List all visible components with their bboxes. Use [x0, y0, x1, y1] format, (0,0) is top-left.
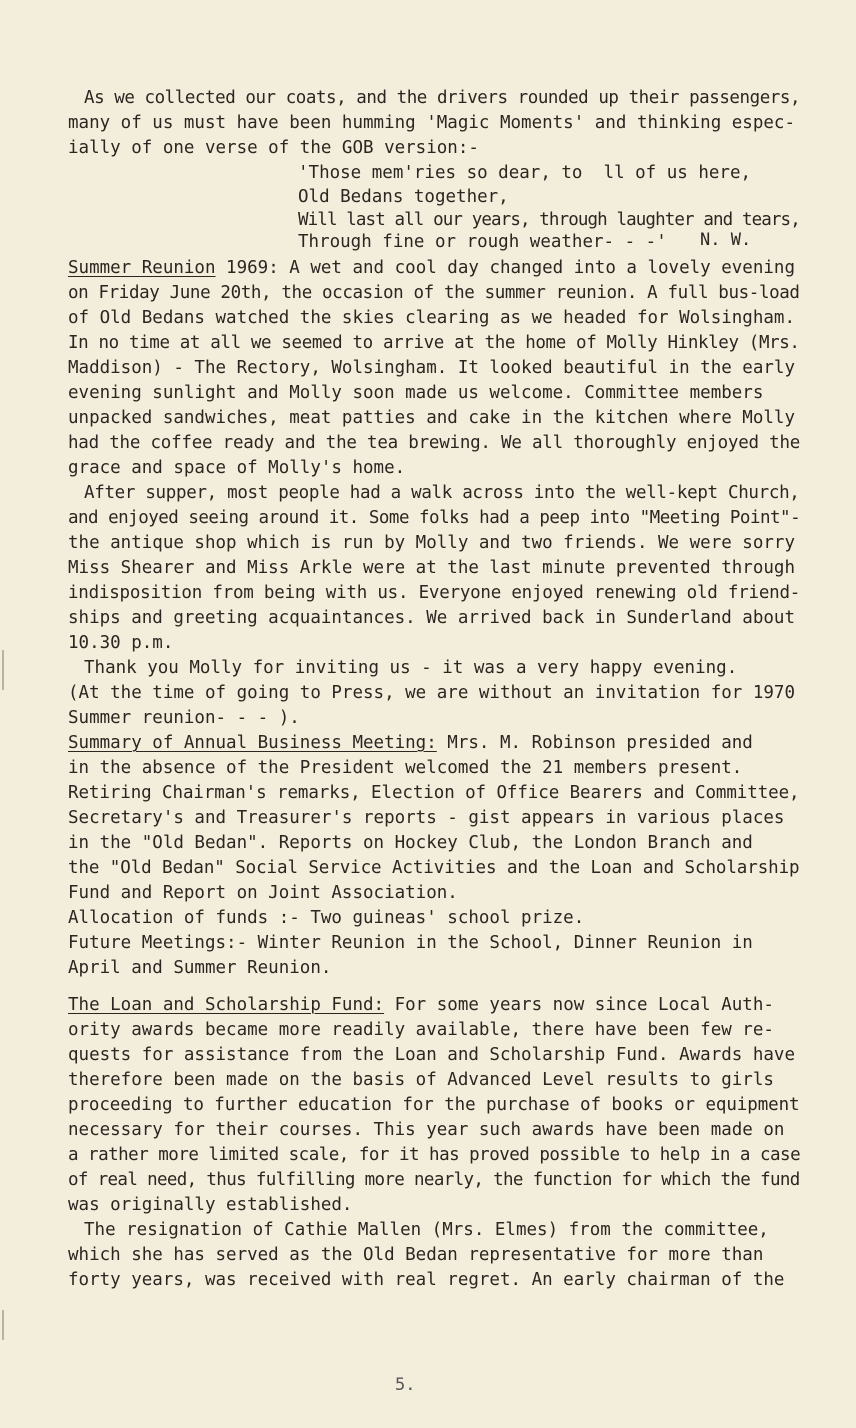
section-heading-line — [68, 731, 753, 755]
text-line: Maddison) - The Rectory, Wolsingham. It looked beautiful in the early — [68, 358, 795, 378]
verse-signature: N. W. — [700, 230, 752, 250]
text-line: ships and greeting acquaintances. We arrived back in Sunderland about — [68, 608, 795, 628]
text-line: of real need, thus fulfilling more nearly, the function for which the fund — [68, 1170, 800, 1190]
text-line: grace and space of Molly's home. — [68, 458, 406, 478]
text-line: (At the time of going to Press, we are without an invitation for 1970 — [68, 683, 795, 703]
text-line: Future Meetings:- Winter Reunion in the School, Dinner Reunion in — [68, 933, 753, 953]
text-line: a rather more limited scale, for it has proved possible to help in a case — [68, 1145, 801, 1165]
verse-line: 'Those mem'ries so dear, to ll of us here, — [298, 163, 752, 183]
text-line: ially of one verse of the GOB version:- — [68, 138, 479, 158]
section-heading-line — [68, 256, 795, 280]
text-line: 10.30 p.m. — [68, 633, 174, 653]
page-number: 5. — [395, 1375, 416, 1395]
text-line: was originally established. — [68, 1195, 353, 1215]
text-line: Retiring Chairman's remarks, Election of Office Bearers and Committee, — [68, 783, 800, 803]
loan-fund-heading: The Loan and Scholarship Fund: — [68, 995, 385, 1015]
text-line: had the coffee ready and the tea brewing. We all thoroughly enjoyed the — [68, 433, 801, 453]
text-line: Secretary's and Treasurer's reports - gist appears in various places — [68, 808, 785, 828]
text-line: and enjoyed seeing around it. Some folks had a peep into "Meeting Point"- — [68, 508, 801, 528]
agm-heading: Summary of Annual Business Meeting: — [68, 733, 437, 753]
text-line: many of us must have been humming 'Magic Moments' and thinking espec- — [68, 113, 795, 133]
text-line: quests for assistance from the Loan and Scholarship Fund. Awards have — [68, 1045, 795, 1065]
heading-rest: 1969: A wet and cool day changed into a lovely evening — [215, 258, 795, 278]
text-line: The resignation of Cathie Mallen (Mrs. Elmes) from the committee, — [84, 1220, 769, 1240]
text-line: Summer reunion- - - ). — [68, 708, 300, 728]
text-line: the "Old Bedan" Social Service Activities and the Loan and Scholarship — [68, 858, 800, 878]
text-line: April and Summer Reunion. — [68, 958, 332, 978]
text-line: Thank you Molly for inviting us - it was a very happy evening. — [84, 658, 738, 678]
verse-line: Through fine or rough weather- - -' — [298, 232, 667, 252]
text-line: After supper, most people had a walk across into the well-kept Church, — [84, 483, 800, 503]
text-line: the antique shop which is run by Molly and two friends. We were sorry — [68, 533, 795, 553]
text-line: in the "Old Bedan". Reports on Hockey Club, the London Branch and — [68, 833, 753, 853]
text-line: indisposition from being with us. Everyone enjoyed renewing old friend- — [68, 583, 801, 603]
heading-rest: For some years now since Local Auth- — [384, 995, 774, 1015]
text-line: which she has served as the Old Bedan representative for more than — [68, 1245, 764, 1265]
verse-line: Old Bedans together, — [298, 187, 509, 207]
text-line: therefore been made on the basis of Advanced Level results to girls — [68, 1070, 774, 1090]
text-line: in the absence of the President welcomed the 21 members present. — [68, 758, 743, 778]
scan-margin-mark — [2, 1310, 4, 1340]
scan-margin-mark — [2, 650, 4, 690]
text-line: necessary for their courses. This year such awards have been made on — [68, 1120, 785, 1140]
text-line: As we collected our coats, and the drivers rounded up their passengers, — [84, 88, 801, 108]
text-line: on Friday June 20th, the occasion of the summer reunion. A full bus-load — [68, 283, 800, 303]
text-line: evening sunlight and Molly soon made us welcome. Committee members — [68, 383, 764, 403]
text-line: proceeding to further education for the purchase of books or equipment — [68, 1095, 800, 1115]
text-line: ority awards became more readily available, there have been few re- — [68, 1020, 774, 1040]
summer-reunion-heading: Summer Reunion — [68, 258, 216, 278]
text-line: In no time at all we seemed to arrive at the home of Molly Hinkley (Mrs. — [68, 333, 800, 353]
heading-rest: Mrs. M. Robinson presided and — [436, 733, 753, 753]
verse-line: Will last all our years, through laughter and tears, — [298, 210, 800, 230]
text-line: of Old Bedans watched the skies clearing as we headed for Wolsingham. — [68, 308, 795, 328]
text-line: forty years, was received with real regret. An early chairman of the — [68, 1270, 785, 1290]
section-heading-line — [68, 993, 774, 1017]
text-line: Miss Shearer and Miss Arkle were at the last minute prevented through — [68, 558, 795, 578]
text-line: unpacked sandwiches, meat patties and cake in the kitchen where Molly — [68, 408, 795, 428]
text-line: Allocation of funds :- Two guineas' school prize. — [68, 908, 585, 928]
text-line: Fund and Report on Joint Association. — [68, 883, 458, 903]
